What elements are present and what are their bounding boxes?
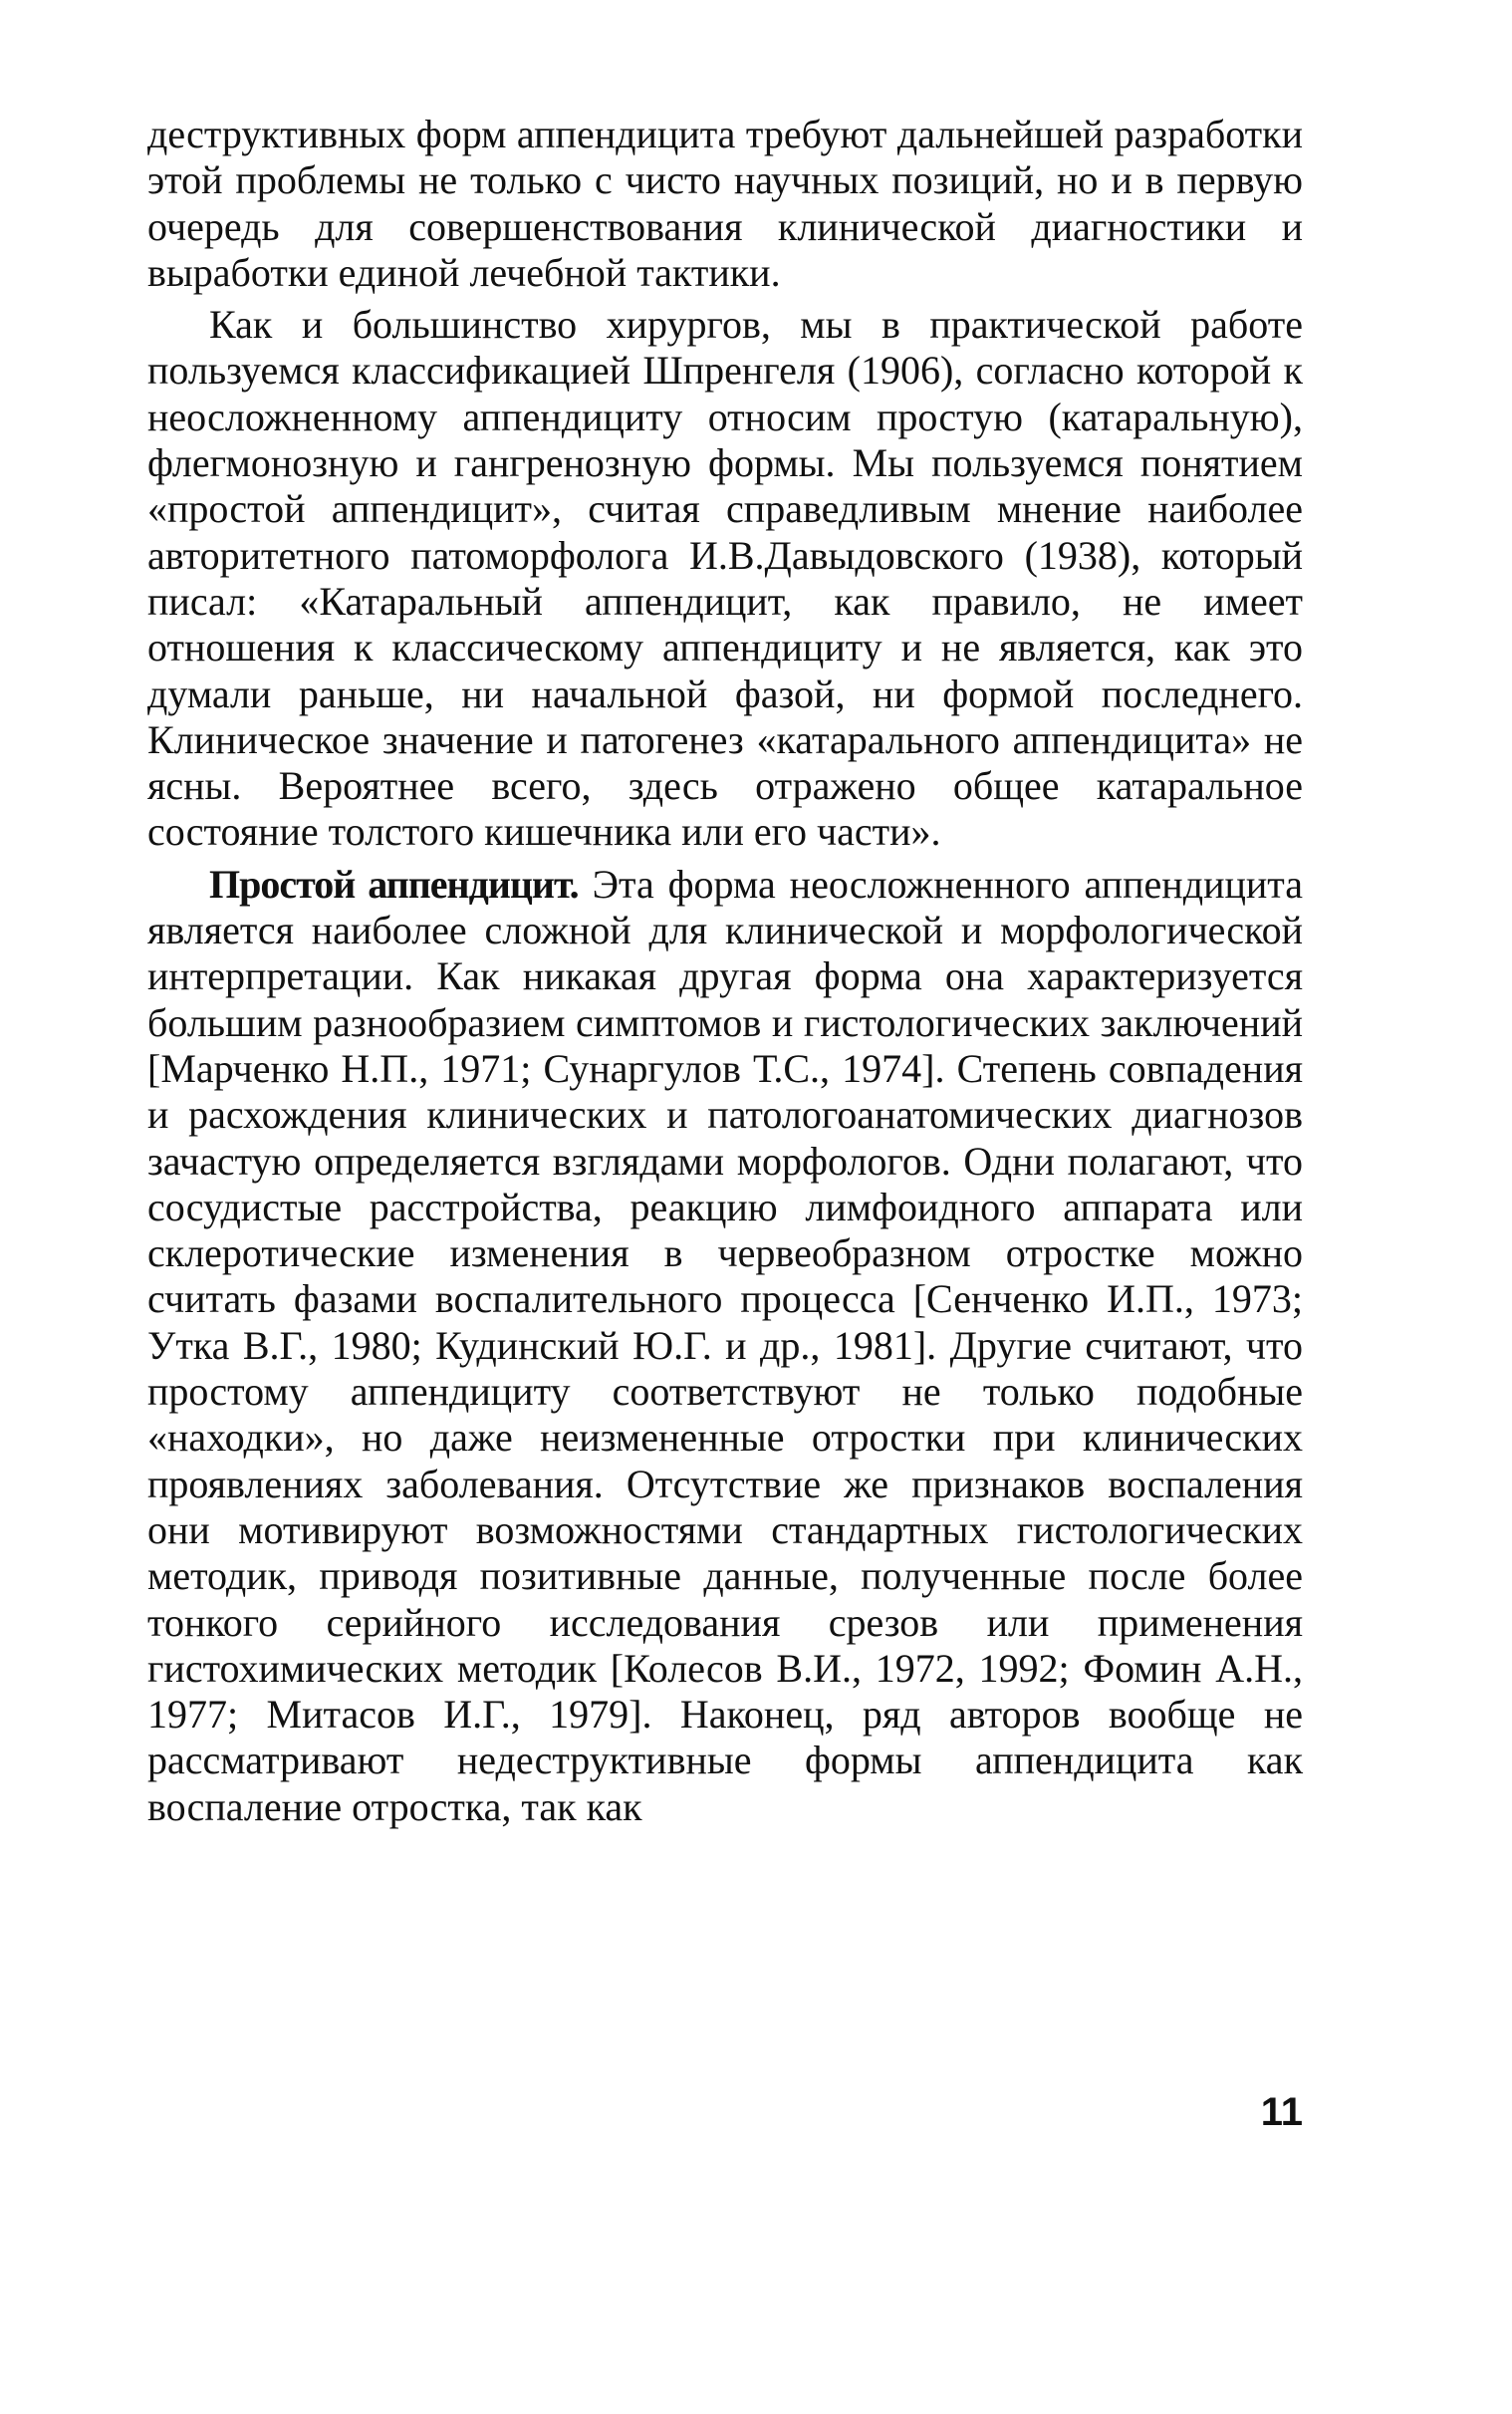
paragraph-text: Как и большинство хирургов, мы в практической работе пользуемся классификацией Шпренгеля (1906), согласно которой к неосложненному аппендициту относим простую (катаральную), флегмонозную и гангренозную формы. Мы пользуемся понятием «простой аппендицит», считая справедливым мнение наиболее авторитетного патоморфолога И.В.Давыдовского (1938), который писал: «Катаральный аппендицит, как правило, не имеет отношения к классическому аппендициту и не является, как это думали раньше, ни начальной фазой, ни формой последнего. Клиническое значение и патогенез «катарального аппендицита» не ясны. Вероятнее всего, здесь отражено общее катаральное состояние толстого кишечника или его части». <box>147 302 1303 855</box>
paragraph-text: Эта форма неосложненного аппендицита является наиболее сложной для клинической и морфологической интерпретации. Как никакая другая форма она характеризуется большим разнообразием симптомов и гистологических заключений [Марченко Н.П., 1971; Сунаргулов Т.С., 1974]. Степень совпадения и расхождения клинических и патологоанатомических диагнозов зачастую определяется взглядами морфологов. Одни полагают, что сосудистые расстройства, реакцию лимфоидного аппарата или склеротические изменения в червеобразном отростке можно считать фазами воспалительного процесса [Сенченко И.П., 1973; Утка В.Г., 1980; Кудинский Ю.Г. и др., 1981]. Другие считают, что простому аппендициту соответствуют не только подобные «находки», но даже неизмененные отростки при клинических проявлениях заболевания. Отсутствие же признаков воспаления они мотивируют возможностями стандартных гистологических методик, приводя позитивные данные, полученные после более тонкого серийного исследования срезов или применения гистохимических методик [Колесов В.И., 1972, 1992; Фомин А.Н., 1977; Митасов И.Г., 1979]. Наконец, ряд авторов вообще не рассматривают недеструктивные формы аппендицита как воспаление отростка, так как <box>147 861 1304 1829</box>
paragraph-continuation <box>147 112 1303 296</box>
paragraph-text: деструктивных форм аппендицита требуют дальнейшей разработки этой проблемы не только с чисто научных позиций, но и в первую очередь для совершенствования клинической диагностики и выработки единой лечебной тактики. <box>147 112 1303 295</box>
paragraph-simple-appendicitis <box>147 862 1303 1830</box>
paragraph-classification <box>147 302 1303 856</box>
body-text <box>147 112 1303 1830</box>
page-number: 11 <box>1260 2090 1303 2134</box>
run-in-heading: Простой аппендицит. <box>209 861 579 907</box>
